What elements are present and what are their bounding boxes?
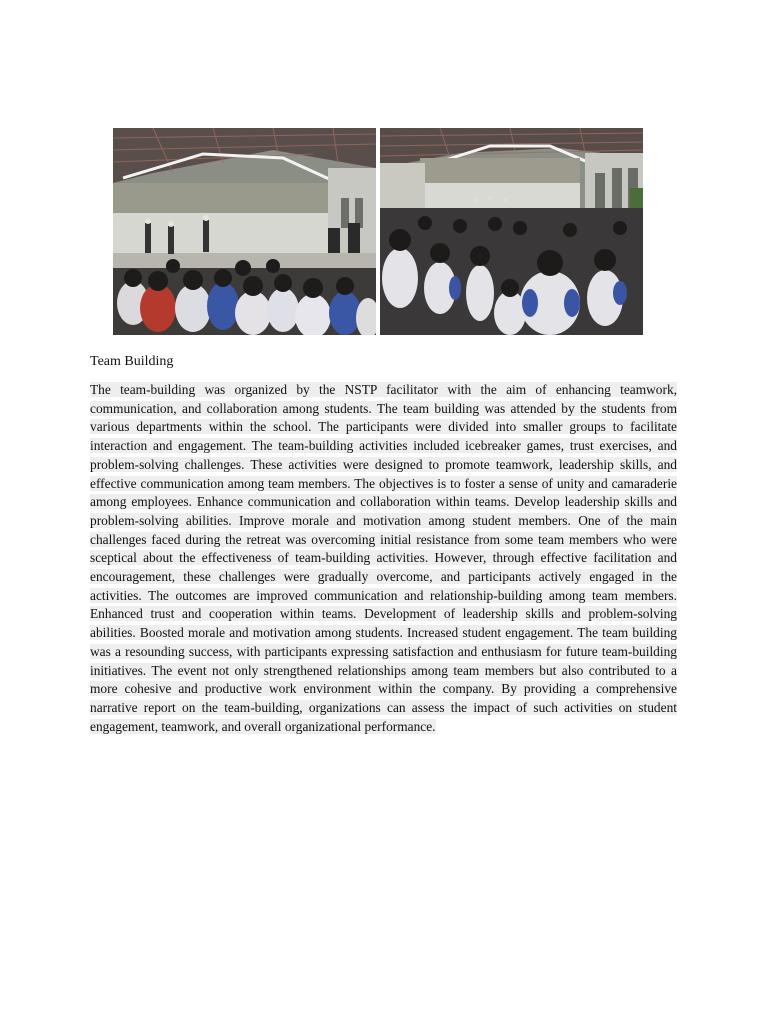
- body-paragraph: [90, 381, 677, 736]
- photo-left: [113, 128, 376, 335]
- photo-strip: [113, 128, 643, 335]
- body-paragraph-text: The team-building was organized by the NSTP facilitator with the aim of enhancing teamwork, communication, and collaboration among students. The team building was attended by the students from various departments within the school. The participants were divided into smaller groups to facilitate interaction and engagement. The team-building activities included icebreaker games, trust exercises, and problem-solving challenges. These activities were designed to promote teamwork, leadership skills, and effective communication among team members. The objectives is to foster a sense of unity and camaraderie among employees. Enhance communication and collaboration within teams. Develop leadership skills and problem-solving abilities. Improve morale and motivation among student members. One of the main challenges faced during the retreat was overcoming initial resistance from some team members who were sceptical about the effectiveness of team-building activities. However, through effective facilitation and encouragement, these challenges were gradually overcome, and participants actively engaged in the activities. The outcomes are improved communication and relationship-building among team members. Enhanced trust and cooperation within teams. Development of leadership skills and problem-solving abilities. Boosted morale and motivation among students. Increased student engagement. The team building was a resounding success, with participants expressing satisfaction and enthusiasm for future team-building initiatives. The event not only strengthened relationships among team members but also contributed to a more cohesive and productive work environment within the company. By providing a comprehensive narrative report on the team-building, organizations can assess the impact of such activities on student engagement, teamwork, and overall organizational performance.: [90, 382, 677, 734]
- section-heading: Team Building: [90, 354, 174, 369]
- photo-right-image: [380, 128, 643, 335]
- photo-left-image: [113, 128, 376, 335]
- photo-right: [380, 128, 643, 335]
